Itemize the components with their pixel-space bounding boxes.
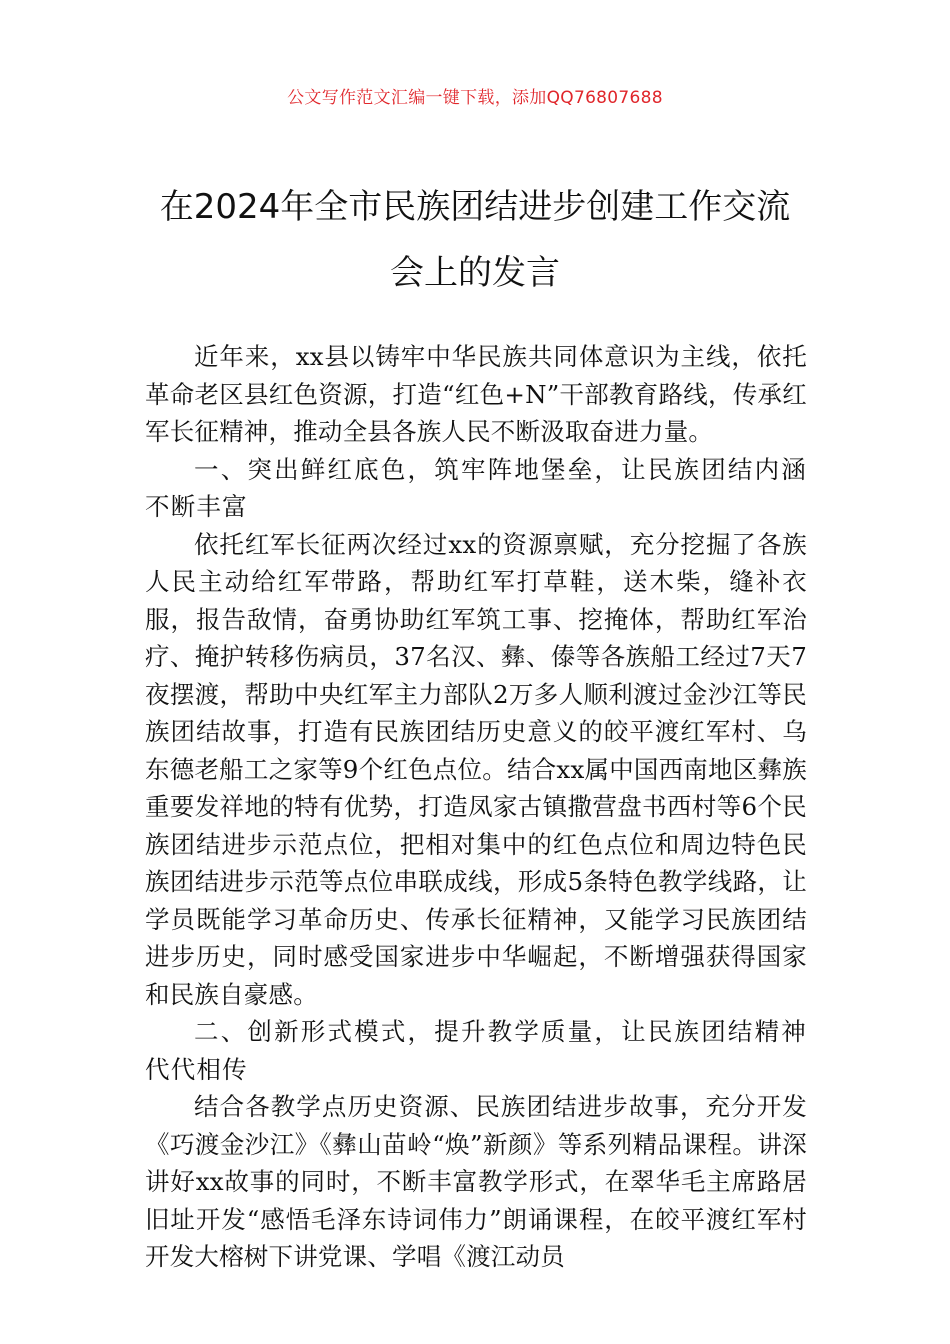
section-2-paragraph: 结合各教学点历史资源、民族团结进步故事，充分开发《巧渡金沙江》《彝山苗岭“焕”新颜》等系列精品课程。讲深讲好xx故事的同时，不断丰富教学形式，在翠华毛主席路居旧址开发“感悟毛泽东诗词伟力”朗诵课程，在皎平渡红军村开发大榕树下讲党课、学唱《渡江动员: [145, 1092, 807, 1271]
title-line-1: 在2024年全市民族团结进步创建工作交流: [159, 187, 791, 227]
section-heading-1: 一、突出鲜红底色，筑牢阵地堡垒，让民族团结内涵不断丰富: [145, 454, 807, 521]
section-1-paragraph: 依托红军长征两次经过xx的资源禀赋，充分挖掘了各族人民主动给红军带路，帮助红军打草鞋，送木柴，缝补衣服，报告敌情，奋勇协助红军筑工事、挖掩体，帮助红军治疗、掩护转移伤病员，37名汉、彝、傣等各族船工经过7天7夜摆渡，帮助中央红军主力部队2万多人顺利渡过金沙江等民族团结故事，打造有民族团结历史意义的皎平渡红军村、乌东德老船工之家等9个红色点位。结合xx属中国西南地区彝族重要发祥地的特有优势，打造凤家古镇撒营盘书西村等6个民族团结进步示范点位，把相对集中的红色点位和周边特色民族团结进步示范等点位串联成线，形成5条特色教学线路，让学员既能学习革命历史、传承长征精神，又能学习民族团结进步历史，同时感受国家进步中华崛起，不断增强获得国家和民族自豪感。: [145, 529, 807, 1009]
page-title: [130, 174, 820, 306]
intro-paragraph: 近年来，xx县以铸牢中华民族共同体意识为主线，依托革命老区县红色资源，打造“红色+N”干部教育路线，传承红军长征精神，推动全县各族人民不断汲取奋进力量。: [145, 342, 807, 446]
promo-banner: 公文写作范文汇编一键下载，添加QQ76807688: [287, 88, 663, 108]
title-line-2: 会上的发言: [390, 253, 560, 293]
section-heading-2: 二、创新形式模式，提升教学质量，让民族团结精神代代相传: [145, 1017, 807, 1084]
document-body: [145, 338, 807, 1276]
